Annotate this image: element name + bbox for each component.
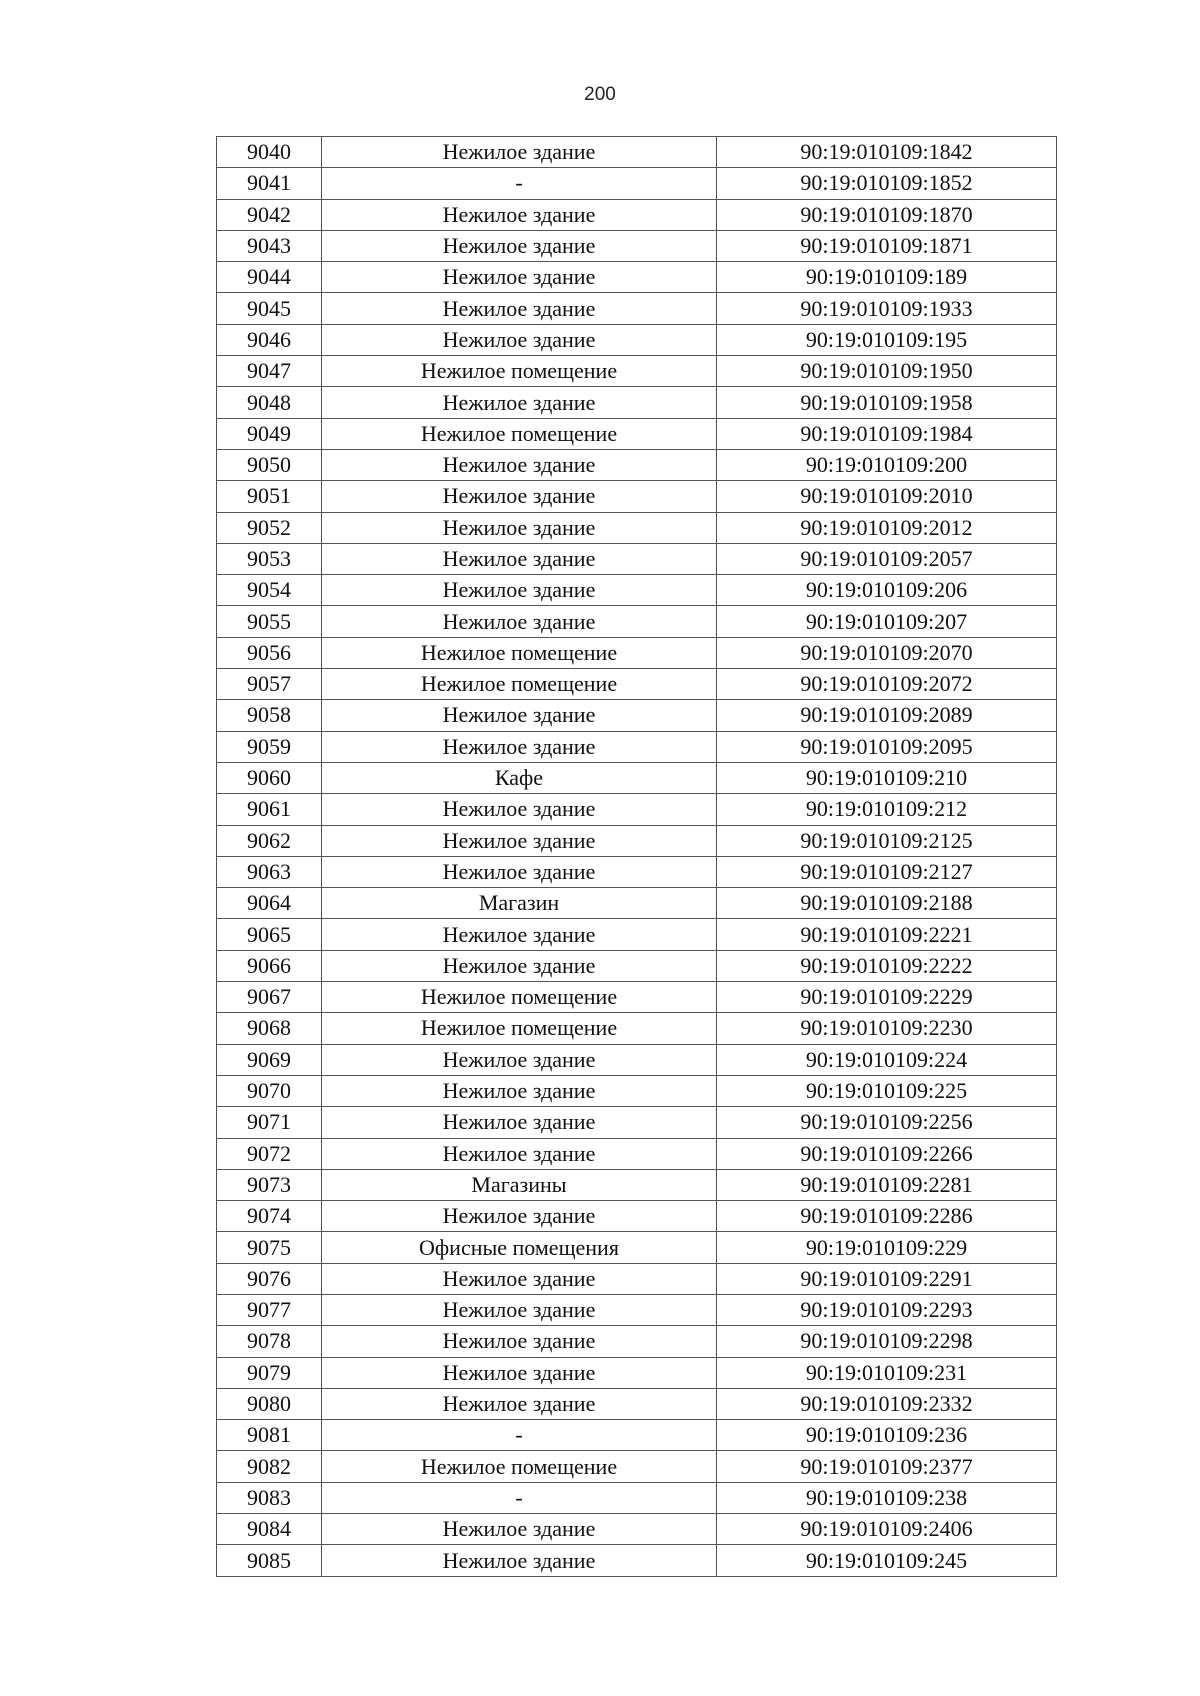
object-name-cell: Нежилое здание: [322, 606, 717, 637]
object-name-cell: Нежилое здание: [322, 199, 717, 230]
object-name-cell: Нежилое здание: [322, 1075, 717, 1106]
table-row: [217, 856, 1057, 887]
cadastral-number-cell: 90:19:010109:1852: [717, 168, 1057, 199]
row-number-cell: 9056: [217, 637, 322, 668]
object-name-cell: Кафе: [322, 762, 717, 793]
object-name-cell: -: [322, 168, 717, 199]
row-number-cell: 9066: [217, 950, 322, 981]
object-name-cell: -: [322, 1482, 717, 1513]
row-number-cell: 9085: [217, 1545, 322, 1576]
object-name-cell: Нежилое помещение: [322, 982, 717, 1013]
page-number: 200: [584, 84, 616, 105]
row-number-cell: 9060: [217, 762, 322, 793]
object-name-cell: Нежилое здание: [322, 1326, 717, 1357]
row-number-cell: 9044: [217, 262, 322, 293]
object-name-cell: Нежилое здание: [322, 324, 717, 355]
cadastral-number-cell: 90:19:010109:245: [717, 1545, 1057, 1576]
cadastral-number-cell: 90:19:010109:212: [717, 794, 1057, 825]
row-number-cell: 9069: [217, 1044, 322, 1075]
cadastral-number-cell: 90:19:010109:224: [717, 1044, 1057, 1075]
table-row: [217, 888, 1057, 919]
cadastral-number-cell: 90:19:010109:2332: [717, 1388, 1057, 1419]
table-row: [217, 168, 1057, 199]
cadastral-number-cell: 90:19:010109:2256: [717, 1107, 1057, 1138]
object-name-cell: Нежилое здание: [322, 1514, 717, 1545]
cadastral-number-cell: 90:19:010109:236: [717, 1420, 1057, 1451]
object-name-cell: Нежилое здание: [322, 1263, 717, 1294]
cadastral-number-cell: 90:19:010109:2095: [717, 731, 1057, 762]
cadastral-number-cell: 90:19:010109:2293: [717, 1294, 1057, 1325]
table-row: [217, 1044, 1057, 1075]
row-number-cell: 9070: [217, 1075, 322, 1106]
table-row: [217, 1232, 1057, 1263]
cadastral-number-cell: 90:19:010109:2281: [717, 1169, 1057, 1200]
object-name-cell: Нежилое здание: [322, 731, 717, 762]
row-number-cell: 9079: [217, 1357, 322, 1388]
table-row: [217, 982, 1057, 1013]
cadastral-number-cell: 90:19:010109:2222: [717, 950, 1057, 981]
object-name-cell: Нежилое здание: [322, 856, 717, 887]
row-number-cell: 9075: [217, 1232, 322, 1263]
registry-table-container: [216, 136, 1056, 1577]
object-name-cell: Нежилое помещение: [322, 669, 717, 700]
cadastral-number-cell: 90:19:010109:1958: [717, 387, 1057, 418]
row-number-cell: 9083: [217, 1482, 322, 1513]
object-name-cell: Нежилое здание: [322, 293, 717, 324]
row-number-cell: 9040: [217, 137, 322, 168]
table-row: [217, 825, 1057, 856]
row-number-cell: 9077: [217, 1294, 322, 1325]
object-name-cell: Нежилое здание: [322, 1044, 717, 1075]
table-row: [217, 1294, 1057, 1325]
registry-table-body: [217, 137, 1057, 1577]
cadastral-number-cell: 90:19:010109:2089: [717, 700, 1057, 731]
object-name-cell: Нежилое здание: [322, 919, 717, 950]
cadastral-number-cell: 90:19:010109:1950: [717, 356, 1057, 387]
table-row: [217, 512, 1057, 543]
table-row: [217, 731, 1057, 762]
row-number-cell: 9057: [217, 669, 322, 700]
table-row: [217, 1420, 1057, 1451]
object-name-cell: Нежилое помещение: [322, 1013, 717, 1044]
row-number-cell: 9063: [217, 856, 322, 887]
row-number-cell: 9050: [217, 449, 322, 480]
table-row: [217, 1107, 1057, 1138]
cadastral-number-cell: 90:19:010109:189: [717, 262, 1057, 293]
row-number-cell: 9043: [217, 230, 322, 261]
table-row: [217, 1263, 1057, 1294]
row-number-cell: 9051: [217, 481, 322, 512]
table-row: [217, 324, 1057, 355]
row-number-cell: 9046: [217, 324, 322, 355]
cadastral-number-cell: 90:19:010109:2221: [717, 919, 1057, 950]
row-number-cell: 9062: [217, 825, 322, 856]
object-name-cell: Нежилое здание: [322, 1357, 717, 1388]
object-name-cell: Нежилое здание: [322, 449, 717, 480]
object-name-cell: Нежилое здание: [322, 512, 717, 543]
cadastral-number-cell: 90:19:010109:225: [717, 1075, 1057, 1106]
table-row: [217, 1388, 1057, 1419]
object-name-cell: Нежилое здание: [322, 575, 717, 606]
cadastral-number-cell: 90:19:010109:2266: [717, 1138, 1057, 1169]
object-name-cell: Нежилое здание: [322, 1107, 717, 1138]
cadastral-number-cell: 90:19:010109:238: [717, 1482, 1057, 1513]
cadastral-number-cell: 90:19:010109:2298: [717, 1326, 1057, 1357]
row-number-cell: 9072: [217, 1138, 322, 1169]
table-row: [217, 449, 1057, 480]
table-row: [217, 762, 1057, 793]
cadastral-number-cell: 90:19:010109:206: [717, 575, 1057, 606]
table-row: [217, 356, 1057, 387]
row-number-cell: 9081: [217, 1420, 322, 1451]
table-row: [217, 1138, 1057, 1169]
table-row: [217, 543, 1057, 574]
object-name-cell: Нежилое помещение: [322, 1451, 717, 1482]
table-row: [217, 1545, 1057, 1576]
object-name-cell: Нежилое здание: [322, 825, 717, 856]
cadastral-number-cell: 90:19:010109:231: [717, 1357, 1057, 1388]
cadastral-number-cell: 90:19:010109:2377: [717, 1451, 1057, 1482]
object-name-cell: Нежилое здание: [322, 1388, 717, 1419]
table-row: [217, 418, 1057, 449]
object-name-cell: Нежилое здание: [322, 137, 717, 168]
cadastral-number-cell: 90:19:010109:210: [717, 762, 1057, 793]
cadastral-number-cell: 90:19:010109:200: [717, 449, 1057, 480]
row-number-cell: 9049: [217, 418, 322, 449]
row-number-cell: 9048: [217, 387, 322, 418]
table-row: [217, 1201, 1057, 1232]
table-row: [217, 919, 1057, 950]
cadastral-number-cell: 90:19:010109:2406: [717, 1514, 1057, 1545]
table-row: [217, 1451, 1057, 1482]
row-number-cell: 9065: [217, 919, 322, 950]
table-row: [217, 1357, 1057, 1388]
cadastral-number-cell: 90:19:010109:1933: [717, 293, 1057, 324]
table-row: [217, 1326, 1057, 1357]
object-name-cell: Нежилое здание: [322, 700, 717, 731]
row-number-cell: 9061: [217, 794, 322, 825]
table-row: [217, 637, 1057, 668]
table-row: [217, 1013, 1057, 1044]
row-number-cell: 9073: [217, 1169, 322, 1200]
row-number-cell: 9076: [217, 1263, 322, 1294]
table-row: [217, 950, 1057, 981]
cadastral-number-cell: 90:19:010109:1984: [717, 418, 1057, 449]
cadastral-number-cell: 90:19:010109:2230: [717, 1013, 1057, 1044]
cadastral-number-cell: 90:19:010109:229: [717, 1232, 1057, 1263]
table-row: [217, 199, 1057, 230]
object-name-cell: Магазин: [322, 888, 717, 919]
row-number-cell: 9045: [217, 293, 322, 324]
object-name-cell: Нежилое здание: [322, 1294, 717, 1325]
object-name-cell: Нежилое здание: [322, 543, 717, 574]
row-number-cell: 9055: [217, 606, 322, 637]
row-number-cell: 9064: [217, 888, 322, 919]
row-number-cell: 9071: [217, 1107, 322, 1138]
cadastral-number-cell: 90:19:010109:2127: [717, 856, 1057, 887]
cadastral-number-cell: 90:19:010109:2125: [717, 825, 1057, 856]
row-number-cell: 9068: [217, 1013, 322, 1044]
row-number-cell: 9058: [217, 700, 322, 731]
cadastral-number-cell: 90:19:010109:1842: [717, 137, 1057, 168]
object-name-cell: Нежилое здание: [322, 1201, 717, 1232]
table-row: [217, 669, 1057, 700]
table-row: [217, 1514, 1057, 1545]
cadastral-number-cell: 90:19:010109:2229: [717, 982, 1057, 1013]
table-row: [217, 575, 1057, 606]
row-number-cell: 9078: [217, 1326, 322, 1357]
table-row: [217, 137, 1057, 168]
object-name-cell: Нежилое помещение: [322, 356, 717, 387]
cadastral-number-cell: 90:19:010109:2188: [717, 888, 1057, 919]
registry-table: [216, 136, 1057, 1577]
row-number-cell: 9052: [217, 512, 322, 543]
table-row: [217, 262, 1057, 293]
cadastral-number-cell: 90:19:010109:2057: [717, 543, 1057, 574]
table-row: [217, 700, 1057, 731]
row-number-cell: 9042: [217, 199, 322, 230]
object-name-cell: Нежилое здание: [322, 481, 717, 512]
object-name-cell: -: [322, 1420, 717, 1451]
table-row: [217, 230, 1057, 261]
row-number-cell: 9074: [217, 1201, 322, 1232]
object-name-cell: Нежилое здание: [322, 1138, 717, 1169]
object-name-cell: Нежилое здание: [322, 387, 717, 418]
cadastral-number-cell: 90:19:010109:1871: [717, 230, 1057, 261]
row-number-cell: 9082: [217, 1451, 322, 1482]
object-name-cell: Нежилое здание: [322, 230, 717, 261]
object-name-cell: Нежилое здание: [322, 262, 717, 293]
cadastral-number-cell: 90:19:010109:2012: [717, 512, 1057, 543]
row-number-cell: 9059: [217, 731, 322, 762]
cadastral-number-cell: 90:19:010109:1870: [717, 199, 1057, 230]
object-name-cell: Нежилое помещение: [322, 418, 717, 449]
table-row: [217, 606, 1057, 637]
cadastral-number-cell: 90:19:010109:195: [717, 324, 1057, 355]
row-number-cell: 9084: [217, 1514, 322, 1545]
cadastral-number-cell: 90:19:010109:2072: [717, 669, 1057, 700]
cadastral-number-cell: 90:19:010109:2070: [717, 637, 1057, 668]
table-row: [217, 387, 1057, 418]
row-number-cell: 9067: [217, 982, 322, 1013]
object-name-cell: Магазины: [322, 1169, 717, 1200]
table-row: [217, 1169, 1057, 1200]
table-row: [217, 1075, 1057, 1106]
row-number-cell: 9041: [217, 168, 322, 199]
object-name-cell: Офисные помещения: [322, 1232, 717, 1263]
cadastral-number-cell: 90:19:010109:2286: [717, 1201, 1057, 1232]
table-row: [217, 1482, 1057, 1513]
object-name-cell: Нежилое здание: [322, 794, 717, 825]
table-row: [217, 794, 1057, 825]
cadastral-number-cell: 90:19:010109:2010: [717, 481, 1057, 512]
row-number-cell: 9047: [217, 356, 322, 387]
cadastral-number-cell: 90:19:010109:2291: [717, 1263, 1057, 1294]
object-name-cell: Нежилое помещение: [322, 637, 717, 668]
table-row: [217, 293, 1057, 324]
object-name-cell: Нежилое здание: [322, 950, 717, 981]
table-row: [217, 481, 1057, 512]
row-number-cell: 9053: [217, 543, 322, 574]
cadastral-number-cell: 90:19:010109:207: [717, 606, 1057, 637]
row-number-cell: 9054: [217, 575, 322, 606]
object-name-cell: Нежилое здание: [322, 1545, 717, 1576]
row-number-cell: 9080: [217, 1388, 322, 1419]
